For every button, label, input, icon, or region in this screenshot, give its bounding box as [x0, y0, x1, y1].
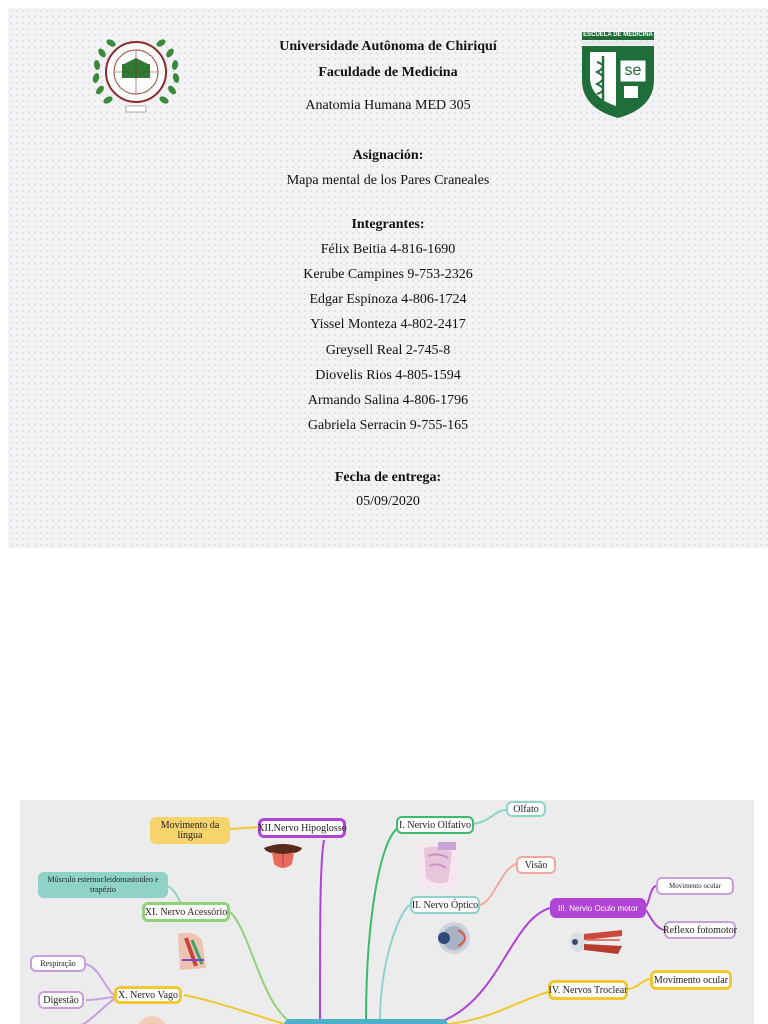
node-nervio-olfativo: I. Nervio Olfativo	[396, 816, 474, 834]
node-nervo-acessorio: XI. Nervo Acessório	[142, 902, 230, 922]
cover-page	[8, 8, 768, 548]
member-name: Armando Salina 4-806-1796	[307, 393, 469, 408]
node-respiracao: Respiração	[30, 955, 86, 972]
node-movimento-lingua: Movimento da língua	[150, 817, 230, 844]
node-nervo-vago: X. Nervo Vago	[114, 986, 182, 1004]
member-name: Yissel Monteza 4-802-2417	[310, 317, 466, 332]
member-name: Gabriela Serracin 9-755-165	[307, 418, 469, 433]
medicine-school-letters: se	[624, 62, 642, 79]
node-nervo-optico: II. Nervo Óptico	[410, 896, 480, 914]
node-musculo-esternocleidomastoideo: Músculo esternocleidomastoideo e trapézio	[38, 872, 168, 898]
member-name: Diovelis Rios 4-805-1594	[315, 368, 461, 383]
node-movimento-ocular: Movimento ocular	[656, 877, 734, 895]
mind-map-canvas	[20, 800, 754, 1024]
node-digestao: Digestão	[38, 991, 84, 1009]
neck-muscles-illustration	[172, 930, 214, 977]
member-name: Edgar Espinoza 4-806-1724	[309, 292, 467, 307]
node-nervos-troclear: IV. Nervos Troclear	[548, 980, 628, 1000]
node-visao: Visão	[516, 856, 556, 874]
university-name: Universidade Autônoma de Chiriquí	[279, 39, 497, 54]
university-seal-logo	[86, 28, 186, 118]
medicine-school-shield-logo	[576, 30, 660, 120]
node-reflexo-fotomotor: Reflexo fotomotor	[664, 921, 736, 939]
member-name: Félix Beitia 4-816-1690	[320, 242, 456, 257]
tongue-illustration	[262, 842, 304, 877]
eye-muscles-illustration	[568, 924, 626, 965]
member-name: Greysell Real 2-745-8	[325, 343, 451, 358]
medicine-school-banner-text: ESCUELA DE MEDICINA	[583, 32, 653, 38]
nasal-cavity-illustration	[418, 842, 458, 893]
assignment-label: Asignación:	[352, 148, 424, 163]
date-value: 05/09/2020	[356, 494, 420, 509]
node-olfato: Olfato	[506, 801, 546, 817]
node-nervo-hipoglosso: XII.Nervo Hipoglosso	[258, 818, 346, 838]
faculty-name: Faculdade de Medicina	[318, 65, 458, 80]
mind-map-central-node	[284, 1019, 448, 1024]
node-nervio-oculo-motor: III. Nervio Oculo motor	[550, 898, 646, 918]
date-label: Fecha de entrega:	[334, 470, 442, 485]
torso-illustration	[130, 1006, 174, 1024]
course-name: Anatomia Humana MED 305	[305, 98, 471, 113]
assignment-value: Mapa mental de los Pares Craneales	[286, 173, 490, 188]
eye-illustration	[432, 920, 476, 961]
members-label: Integrantes:	[351, 217, 425, 232]
node-troclear-movimento-ocular: Movimento ocular	[650, 970, 732, 990]
member-name: Kerube Campines 9-753-2326	[303, 267, 473, 282]
